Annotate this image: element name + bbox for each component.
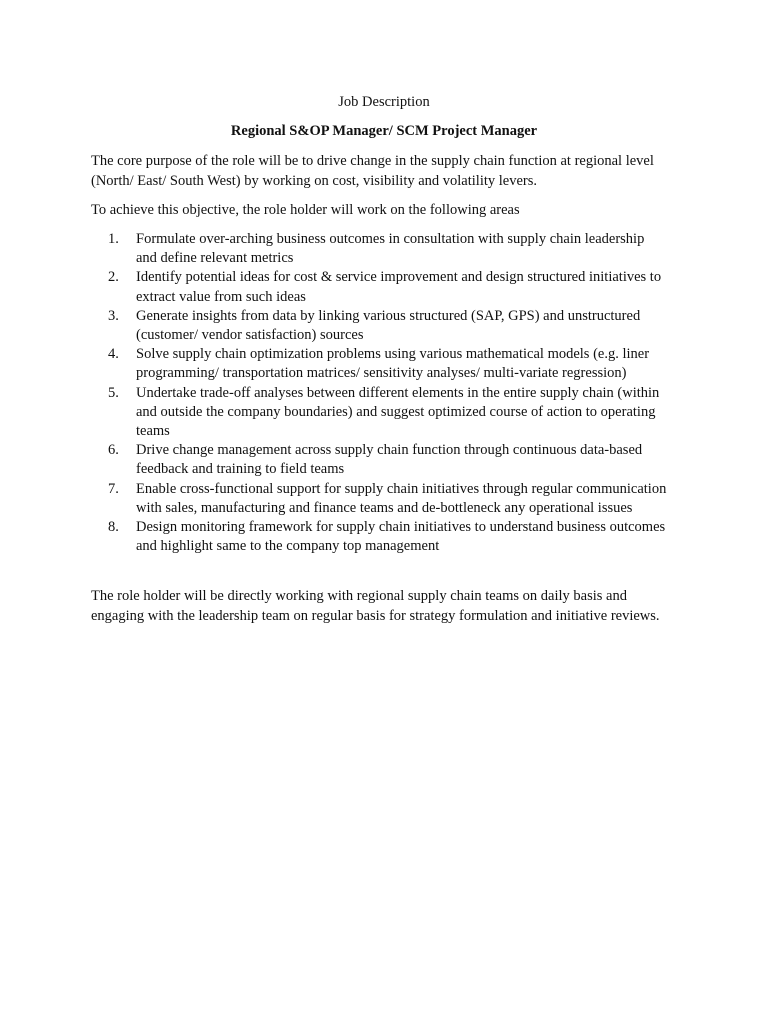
list-item — [108, 384, 668, 442]
list-item — [108, 345, 668, 383]
list-item — [108, 480, 668, 518]
responsibilities-list — [108, 230, 668, 556]
list-item-text: Design monitoring framework for supply chain initiatives to understand business outcomes and highlight same to the company top management — [136, 519, 666, 555]
list-item-number: 3. — [108, 307, 119, 324]
list-item-number: 5. — [108, 384, 119, 401]
list-item-text: Generate insights from data by linking various structured (SAP, GPS) and unstructured (customer/ vendor satisfaction) sources — [136, 307, 641, 344]
list-item-text: Drive change management across supply chain function through continuous data-based feedback and training to field teams — [136, 442, 643, 478]
intro-paragraph: To achieve this objective, the role holder will work on the following areas — [91, 202, 520, 218]
list-item-number: 4. — [108, 346, 119, 363]
list-item-text: Enable cross-functional support for supply chain initiatives through regular communication with sales, manufacturing and finance teams and de-bottleneck any operational issues — [136, 480, 667, 516]
purpose-paragraph: The core purpose of the role will be to drive change in the supply chain function at regional level (North/ East/ South West) by working on cost, visibility and volatility levers. — [91, 153, 654, 189]
list-item — [108, 518, 668, 556]
list-item-text: Identify potential ideas for cost & service improvement and design structured initiatives to extract value from such ideas — [136, 269, 662, 305]
document-title: Job Description — [338, 94, 430, 110]
list-item-number: 2. — [108, 269, 119, 286]
list-item — [108, 441, 668, 479]
list-item-number: 8. — [108, 519, 119, 536]
list-item-text: Solve supply chain optimization problems using various mathematical models (e.g. liner programming/ transportation matrices/ sensitivity analyses/ multi-variate regression) — [136, 346, 650, 382]
list-item — [108, 307, 668, 345]
list-item-number: 7. — [108, 480, 119, 497]
closing-paragraph: The role holder will be directly working with regional supply chain teams on daily basis and engaging with the leadership team on regular basis for strategy formulation and initiative reviews. — [91, 588, 660, 624]
list-item — [108, 268, 668, 306]
list-item-number: 1. — [108, 231, 119, 247]
list-item — [108, 230, 668, 268]
role-title: Regional S&OP Manager/ SCM Project Manager — [230, 123, 538, 139]
list-item-text: Formulate over-arching business outcomes in consultation with supply chain leadership and define relevant metrics — [136, 231, 645, 267]
list-item-text: Undertake trade-off analyses between different elements in the entire supply chain (within and outside the company boundaries) and suggest optimized course of action to operating teams — [136, 384, 660, 440]
list-item-number: 6. — [108, 442, 119, 459]
